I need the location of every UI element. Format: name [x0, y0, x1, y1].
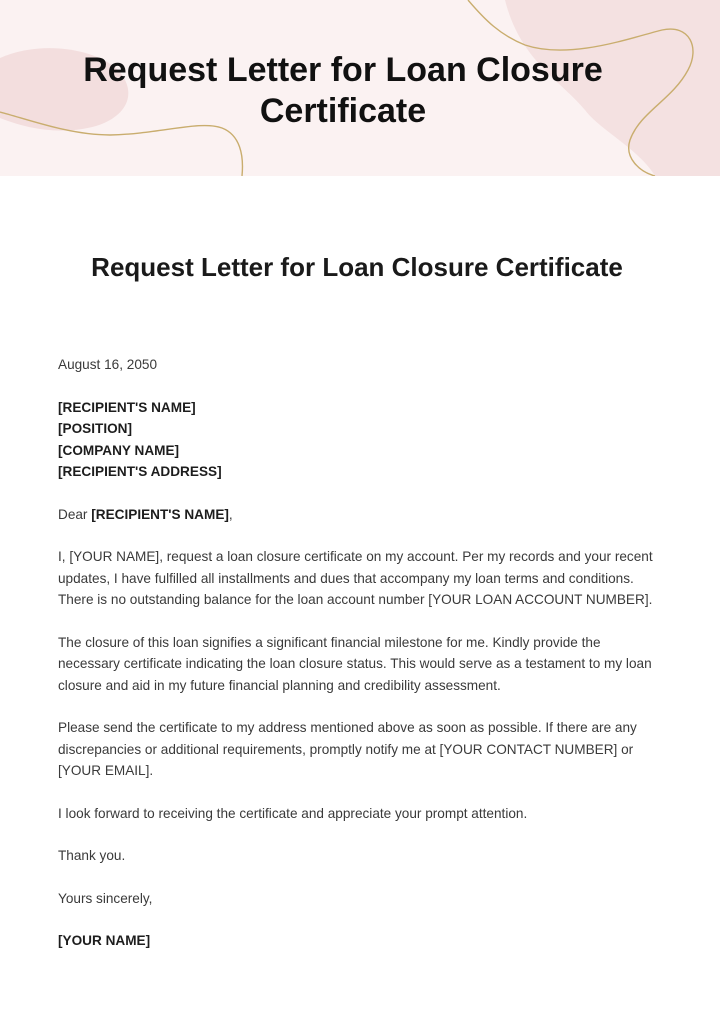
thank-you-line: Thank you.	[58, 848, 126, 863]
recipient-name-line: [RECIPIENT'S NAME]	[58, 399, 196, 415]
document-title: Request Letter for Loan Closure Certificate	[91, 252, 623, 282]
header-banner	[0, 0, 720, 176]
letter-date: August 16, 2050	[58, 357, 158, 372]
recipient-position-line: [POSITION]	[58, 421, 133, 436]
salutation-suffix: ,	[228, 506, 233, 522]
recipient-address-line: [RECIPIENT'S ADDRESS]	[58, 464, 222, 479]
recipient-address-block	[58, 397, 664, 483]
closing-phrase: Yours sincerely,	[58, 890, 153, 906]
body-paragraph-closing-remark: I look forward to receiving the certificate and appreciate your prompt attention.	[58, 805, 528, 821]
recipient-company-line: [COMPANY NAME]	[58, 442, 180, 458]
banner-title: Request Letter for Loan Closure Certificate	[83, 51, 603, 130]
salutation	[58, 504, 664, 526]
salutation-prefix: Dear	[58, 506, 92, 522]
body-paragraph-milestone: The closure of this loan signifies a significant financial milestone for me. Kindly provide the necessary certificate indicating the loan closure status. This would serve as a testament to my loan closure and aid in my future financial planning and credibility assessment.	[58, 634, 652, 693]
body-paragraph-request: I, [YOUR NAME], request a loan closure certificate on my account. Per my records and your recent updates, I have fulfilled all installments and dues that accompany my loan terms and conditions. There is no outstanding balance for the loan account number [YOUR LOAN ACCOUNT NUMBER].	[58, 549, 653, 607]
body-paragraph-send-request: Please send the certificate to my address mentioned above as soon as possible. If there are any discrepancies or additional requirements, promptly notify me at [YOUR CONTACT NUMBER] or [YOUR EMAIL].	[58, 720, 637, 778]
letter-body	[58, 354, 664, 952]
salutation-recipient-name: [RECIPIENT'S NAME]	[91, 506, 229, 522]
signature-name: [YOUR NAME]	[58, 933, 151, 948]
